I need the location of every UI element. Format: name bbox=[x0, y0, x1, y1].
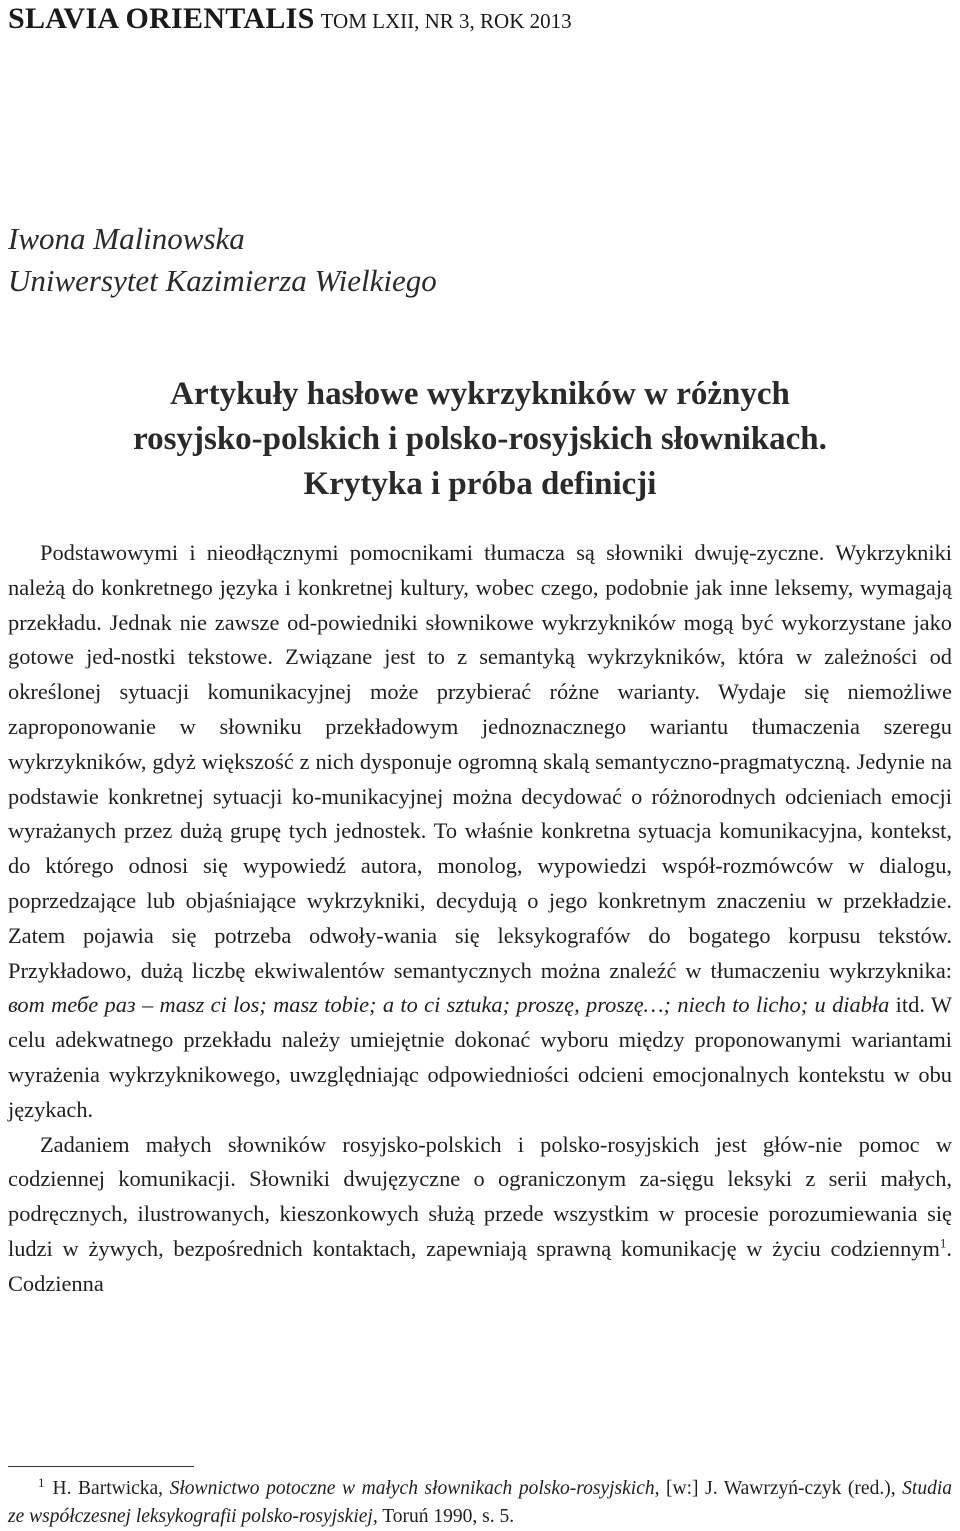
author-name: Iwona Malinowska bbox=[8, 221, 245, 256]
paragraph-2-text-end: . Codzienna bbox=[8, 1235, 952, 1296]
running-head bbox=[8, 2, 572, 36]
title-line-2: rosyjsko-polskich i polsko-rosyjskich słownikach. bbox=[133, 421, 827, 457]
article-title bbox=[8, 372, 952, 507]
paragraph-2-text: Zadaniem małych słowników rosyjsko-polskich i polsko-rosyjskich jest głów-nie pomoc w codziennej komunikacji. Słowniki dwujęzyczne o ograniczonym za-sięgu leksyki z serii małych, podręcznych, ilustrowanych, kieszonkowych służą przede wszystkim w procesie porozumiewania się ludzi w żywych, bezpośrednich kontaktach, zapewniają sprawną komunikację w życiu codziennym bbox=[8, 1131, 952, 1261]
title-line-1: Artykuły hasłowe wykrzykników w różnych bbox=[170, 376, 790, 412]
footnote-title-2: Studia ze współczesnej leksykografii polsko-rosyjskiej bbox=[8, 1478, 952, 1527]
footnote bbox=[8, 1475, 952, 1531]
journal-name: SLAVIA ORIENTALIS bbox=[8, 2, 315, 35]
paragraph-1-text: Podstawowymi i nieodłącznymi pomocnikami tłumacza są słowniki dwuję-zyczne. Wykrzykniki należą do konkretnego języka i konkretnej kultury, wobec czego, podobnie jak inne leksemy, wymagają przekładu. Jednak nie zawsze od-powiedniki słownikowe wykrzykników mogą być wykorzystane jako gotowe jed-nostki tekstowe. Związane jest to z semantyką wykrzykników, która w zależności od określonej sytuacji komunikacyjnej może przybierać różne warianty. Wydaje się niemożliwe zaproponowanie w słowniku przekładowym jednoznacznego wariantu tłumaczenia szeregu wykrzykników, gdyż większość z nich dysponuje ogromną skalą semantyczno-pragmatyczną. Jedynie na podstawie konkretnej sytuacji ko-munikacyjnej można decydować o różnorodnych odcieniach emocji wyrażanych przez dużą grupę tych jednostek. To właśnie konkretna sytuacja komunikacyjna, kontekst, do którego odnosi się wypowiedź autora, monolog, wypowiedzi współ-rozmówców w dialogu, poprzedzające lub objaśniające wykrzykniki, decydują o jego konkretnym znaczeniu w przekładzie. Zatem pojawia się potrzeba odwoły-wania się leksykografów do bogatego korpusu tekstów. Przykładowo, dużą liczbę ekwiwalentów semantycznych można znaleźć w tłumaczeniu wykrzyknika: bbox=[8, 540, 952, 983]
author-block bbox=[8, 218, 437, 302]
paragraph-1-text-end: itd. W celu adekwatnego przekładu należy umiejętnie dokonać wyboru między proponowanymi wariantami wyrażenia wykrzyknikowego, uwzględniając odpowiedniości odcieni emocjonalnych kontekstu w obu językach. bbox=[8, 992, 952, 1122]
footnote-reference[interactable]: 1 bbox=[939, 1235, 947, 1251]
body-paragraph-1 bbox=[8, 536, 952, 1128]
interjection-example: вот тебе раз – masz ci los; masz tobie; a to ci sztuka; proszę, proszę…; niech to licho; u diabła bbox=[8, 992, 890, 1018]
footnote-mark: 1 bbox=[38, 1474, 45, 1490]
footnote-mid: , [w:] J. Wawrzyń-czyk (red.), bbox=[654, 1478, 903, 1499]
issue-info: TOM LXII, NR 3, ROK 2013 bbox=[320, 9, 572, 33]
body-paragraph-2 bbox=[8, 1128, 952, 1302]
title-line-3: Krytyka i próba definicji bbox=[303, 466, 657, 502]
footnote-rule bbox=[8, 1466, 194, 1467]
footnote-author: H. Bartwicka, bbox=[52, 1478, 170, 1499]
article-body bbox=[8, 536, 952, 1302]
footnote-title-1: Słownictwo potoczne w małych słownikach polsko-rosyjskich bbox=[169, 1478, 655, 1499]
footnote-end: , Toruń 1990, s. 5. bbox=[372, 1506, 515, 1527]
author-affiliation: Uniwersytet Kazimierza Wielkiego bbox=[8, 263, 437, 298]
